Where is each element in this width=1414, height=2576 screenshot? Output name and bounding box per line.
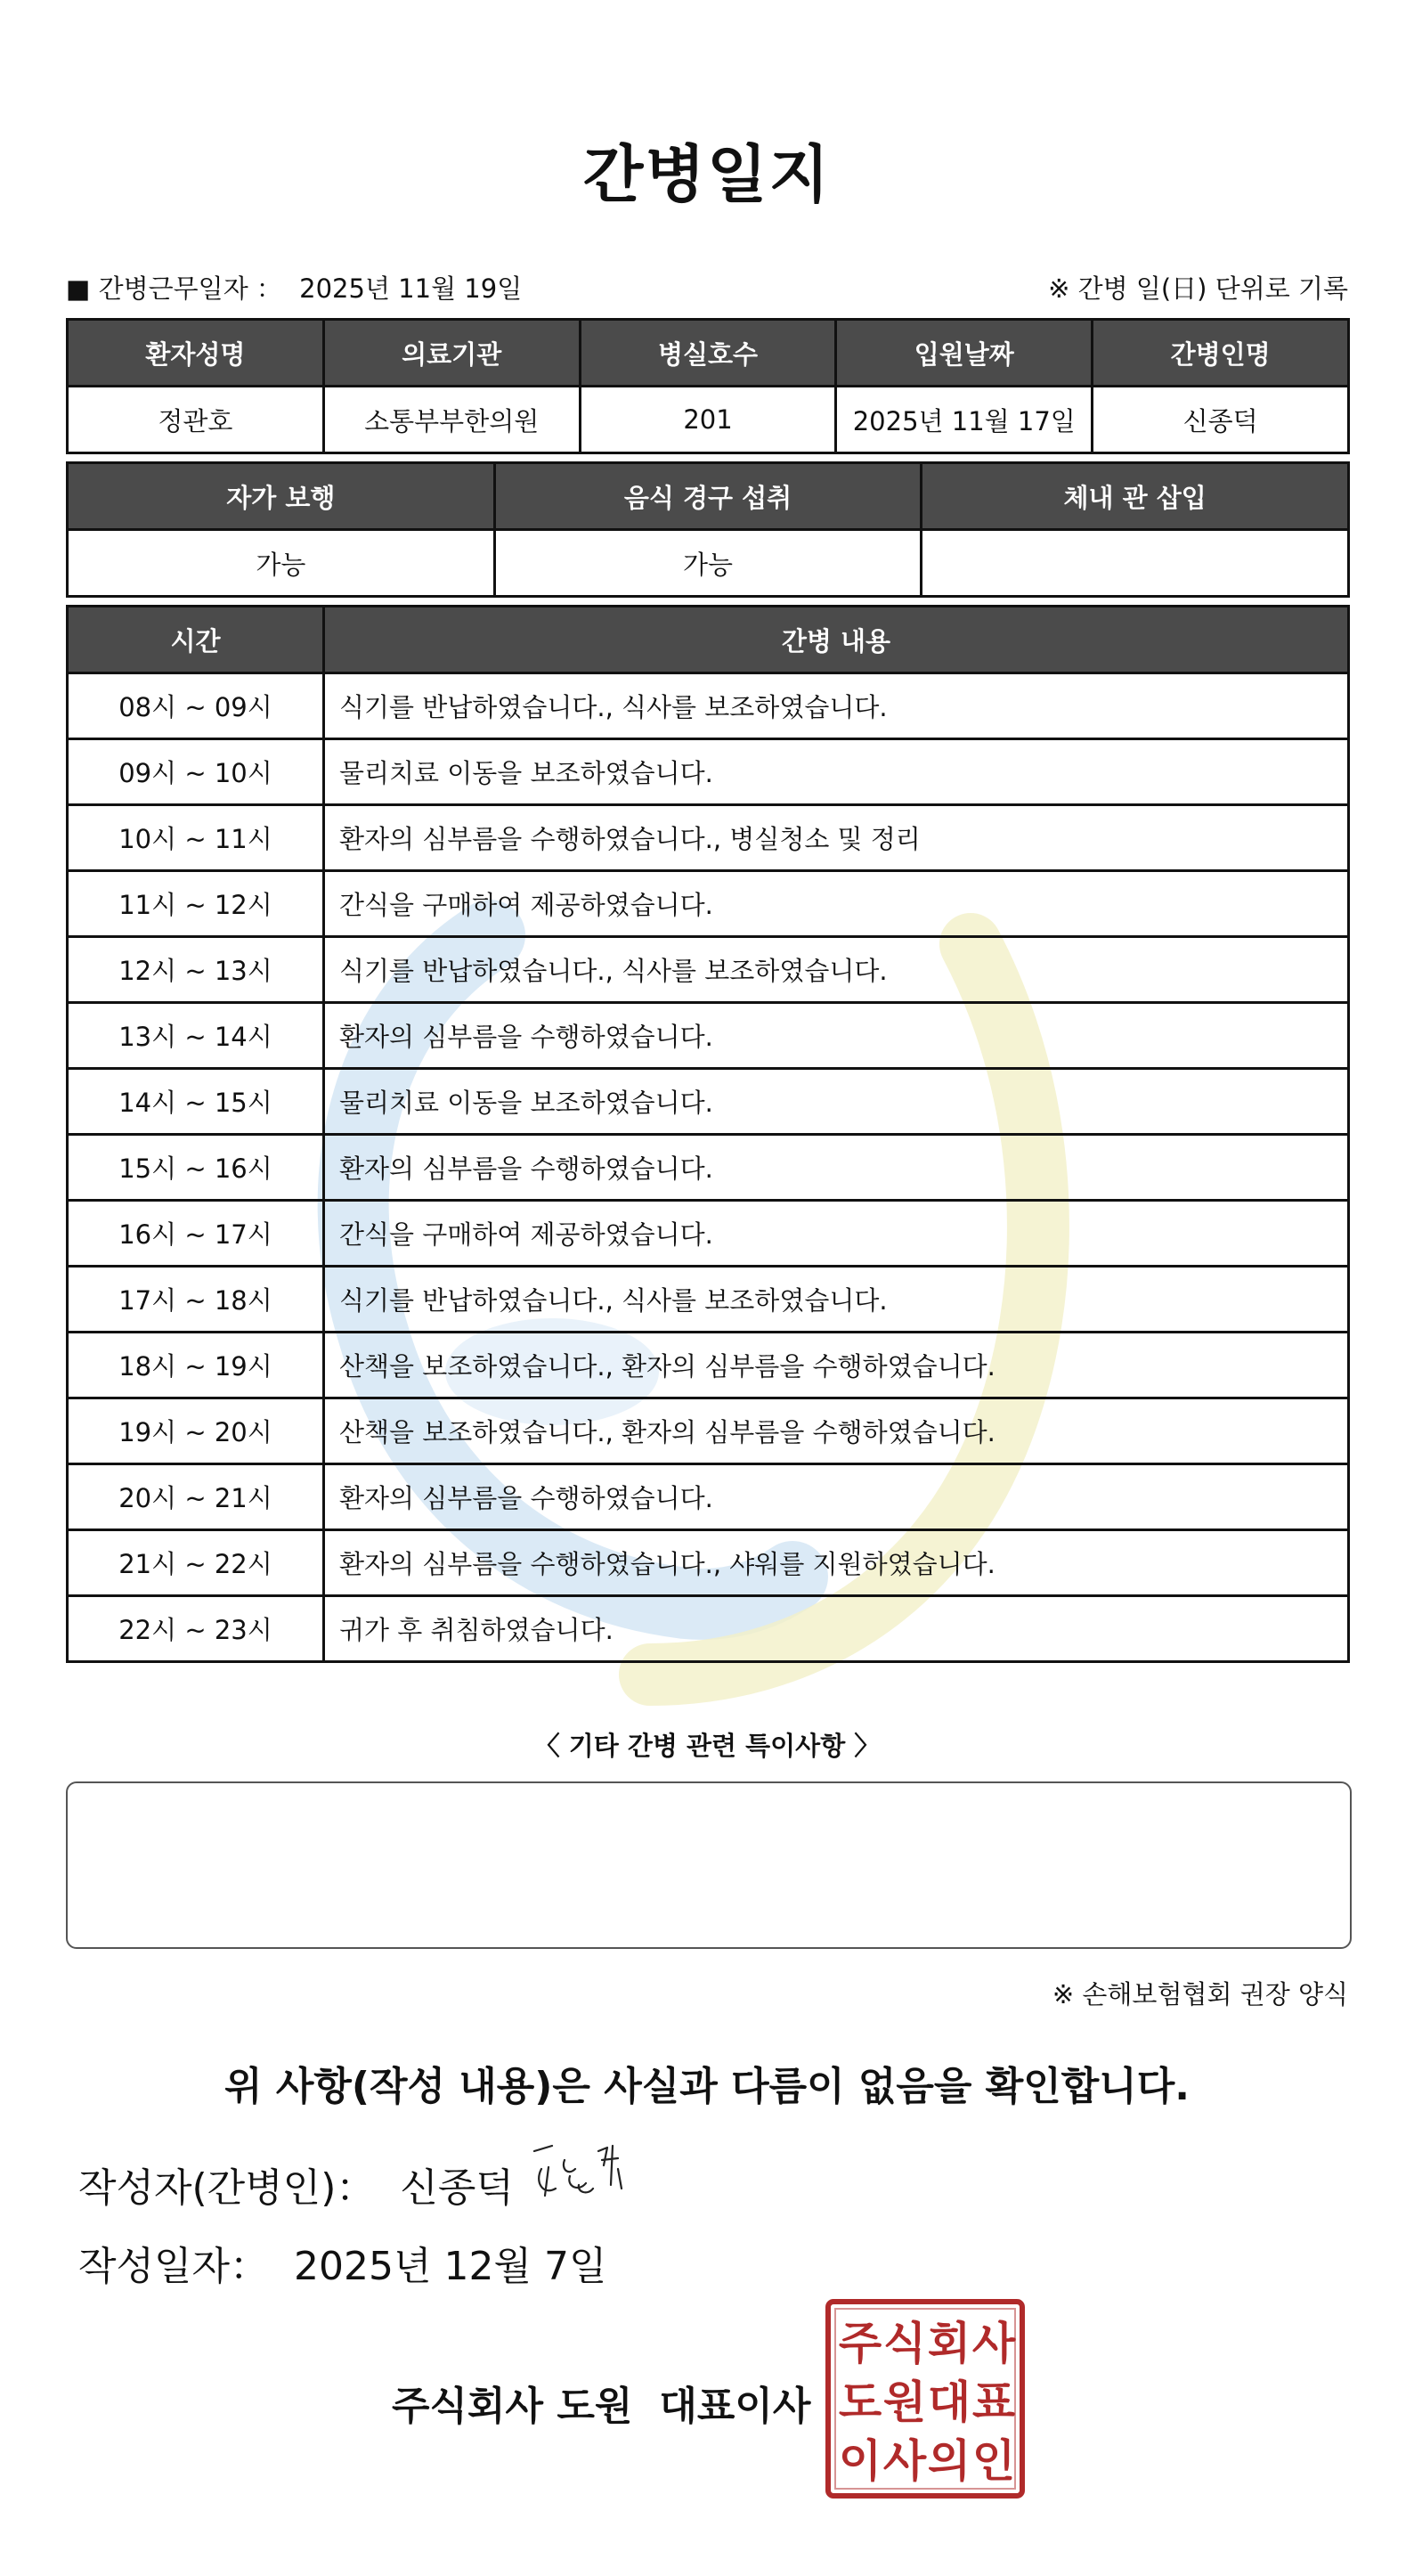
table-row	[68, 1333, 1349, 1398]
table-row	[68, 1464, 1349, 1530]
company-name: 주식회사 도원	[392, 2384, 633, 2429]
content-cell: 환자의 심부름을 수행하였습니다., 병실청소 및 정리	[324, 805, 1349, 871]
time-cell: 12시 ~ 13시	[68, 937, 324, 1003]
header-self-walking: 자가 보행	[68, 463, 495, 530]
time-cell: 19시 ~ 20시	[68, 1398, 324, 1464]
svg-text:의: 의	[927, 2435, 971, 2487]
patient-info-table	[66, 318, 1350, 454]
writer-label: 작성자(간병인)：	[78, 2165, 376, 2211]
table-row	[68, 1530, 1349, 1596]
caregiver-name: 신종덕	[1093, 387, 1349, 453]
table-row	[68, 1201, 1349, 1267]
time-cell: 15시 ~ 16시	[68, 1135, 324, 1201]
table-row	[68, 1069, 1349, 1135]
notes-box[interactable]	[66, 1781, 1352, 1949]
svg-text:회: 회	[927, 2318, 971, 2369]
time-cell: 14시 ~ 15시	[68, 1069, 324, 1135]
institution: 소통부부한의원	[323, 387, 580, 453]
content-cell: 환자의 심부름을 수행하였습니다.	[324, 1135, 1349, 1201]
header-oral-intake: 음식 경구 섭취	[494, 463, 922, 530]
tube-insertion-value	[922, 530, 1349, 597]
work-date-value: 2025년 11월 19일	[299, 273, 523, 304]
content-cell: 환자의 심부름을 수행하였습니다., 샤워를 지원하였습니다.	[324, 1530, 1349, 1596]
header-institution: 의료기관	[323, 320, 580, 387]
self-walking-value: 가능	[68, 530, 495, 597]
content-cell: 환자의 심부름을 수행하였습니다.	[324, 1003, 1349, 1069]
svg-text:원: 원	[882, 2376, 927, 2428]
time-cell: 20시 ~ 21시	[68, 1464, 324, 1530]
writer-name: 신종덕	[400, 2165, 514, 2211]
svg-text:이: 이	[838, 2435, 882, 2487]
content-cell: 귀가 후 취침하였습니다.	[324, 1596, 1349, 1662]
time-cell: 18시 ~ 19시	[68, 1333, 324, 1398]
table-row	[68, 1267, 1349, 1333]
svg-text:대: 대	[927, 2376, 971, 2428]
time-cell: 09시 ~ 10시	[68, 739, 324, 805]
table-row	[68, 871, 1349, 937]
company-ceo-title: 대표이사	[659, 2384, 811, 2429]
care-schedule-table	[66, 605, 1350, 1663]
header-patient-name: 환자성명	[68, 320, 324, 387]
header-admission-date: 입원날짜	[836, 320, 1093, 387]
company-seal-icon	[825, 2298, 1026, 2499]
svg-text:도: 도	[838, 2376, 882, 2428]
time-cell: 10시 ~ 11시	[68, 805, 324, 871]
oral-intake-value: 가능	[494, 530, 922, 597]
time-cell: 11시 ~ 12시	[68, 871, 324, 937]
header-room: 병실호수	[580, 320, 836, 387]
table-row	[68, 805, 1349, 871]
admission-date: 2025년 11월 17일	[836, 387, 1093, 453]
content-cell: 간식을 구매하여 제공하였습니다.	[324, 1201, 1349, 1267]
table-row	[68, 937, 1349, 1003]
confirmation-statement: 위 사항(작성 내용)은 사실과 다름이 없음을 확인합니다.	[224, 2064, 1190, 2109]
content-cell: 식기를 반납하였습니다., 식사를 보조하였습니다.	[324, 1267, 1349, 1333]
table-row	[68, 1135, 1349, 1201]
written-date-value: 2025년 12월 7일	[294, 2244, 607, 2289]
company-line	[392, 2374, 810, 2431]
svg-text:표: 표	[971, 2376, 1016, 2428]
content-cell: 식기를 반납하였습니다., 식사를 보조하였습니다.	[324, 937, 1349, 1003]
writer-line	[78, 2156, 514, 2213]
svg-text:사: 사	[971, 2318, 1016, 2369]
patient-ability-table	[66, 461, 1350, 598]
time-cell: 16시 ~ 17시	[68, 1201, 324, 1267]
table-row	[68, 1003, 1349, 1069]
work-date-label: ■ 간병근무일자 ：	[66, 273, 282, 304]
content-cell: 물리치료 이동을 보조하였습니다.	[324, 739, 1349, 805]
written-date-line	[78, 2234, 606, 2291]
table-row	[68, 739, 1349, 805]
header-tube-insertion: 체내 관 삽입	[922, 463, 1349, 530]
table-row	[68, 1596, 1349, 1662]
svg-text:식: 식	[882, 2318, 927, 2369]
content-cell: 식기를 반납하였습니다., 식사를 보조하였습니다.	[324, 673, 1349, 739]
content-cell: 산책을 보조하였습니다., 환자의 심부름을 수행하였습니다.	[324, 1398, 1349, 1464]
svg-text:사: 사	[882, 2435, 927, 2487]
form-note: ※ 손해보험협회 권장 양식	[1052, 1979, 1348, 2009]
time-cell: 13시 ~ 14시	[68, 1003, 324, 1069]
svg-text:주: 주	[838, 2318, 882, 2369]
written-date-label: 작성일자：	[78, 2244, 270, 2289]
notes-label: 〈 기타 간병 관련 특이사항 〉	[533, 1731, 881, 1761]
page-title: 간병일지	[582, 138, 832, 211]
header-time: 시간	[68, 607, 324, 673]
time-cell: 17시 ~ 18시	[68, 1267, 324, 1333]
content-cell: 물리치료 이동을 보조하였습니다.	[324, 1069, 1349, 1135]
room-number: 201	[580, 387, 836, 453]
table-row	[68, 1398, 1349, 1464]
header-care-content: 간병 내용	[324, 607, 1349, 673]
handwritten-signature-icon	[525, 2133, 641, 2213]
time-cell: 08시 ~ 09시	[68, 673, 324, 739]
header-caregiver: 간병인명	[1093, 320, 1349, 387]
patient-name: 정관호	[68, 387, 324, 453]
content-cell: 간식을 구매하여 제공하였습니다.	[324, 871, 1349, 937]
content-cell: 환자의 심부름을 수행하였습니다.	[324, 1464, 1349, 1530]
work-date	[66, 269, 522, 306]
svg-text:인: 인	[971, 2435, 1016, 2487]
time-cell: 22시 ~ 23시	[68, 1596, 324, 1662]
time-cell: 21시 ~ 22시	[68, 1530, 324, 1596]
content-cell: 산책을 보조하였습니다., 환자의 심부름을 수행하였습니다.	[324, 1333, 1349, 1398]
table-row	[68, 673, 1349, 739]
unit-note: ※ 간병 일(日) 단위로 기록	[1048, 273, 1348, 304]
